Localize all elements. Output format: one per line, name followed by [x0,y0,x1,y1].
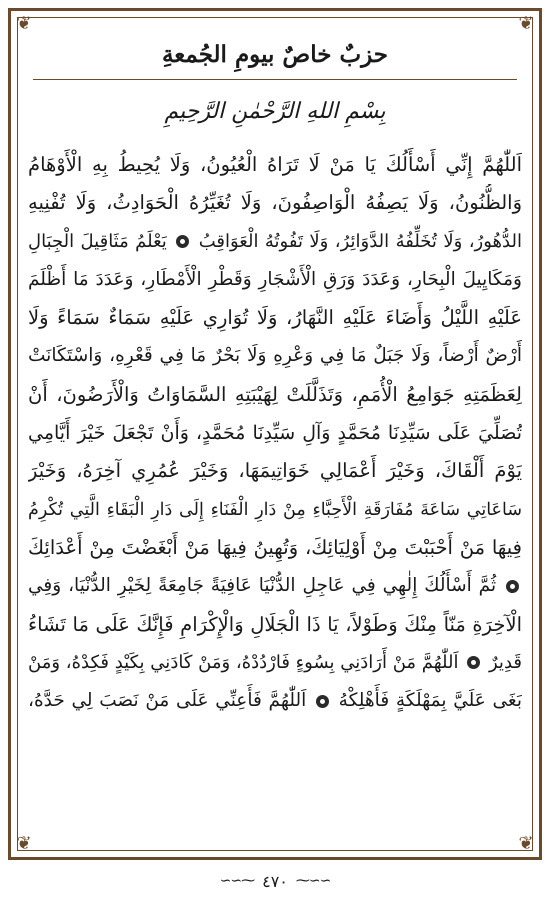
flourish-right-icon: ⁓∽∽ [295,873,331,889]
text-line: أَرْضٌ أَرْضاً، وَلَا جَبَلٌ مَا فِي وَعْرِهِ وَلَا بَحْرٌ مَا فِي قَعْرِهِ، وَاسْتَكَانَتْ [28,345,522,367]
text-line: الْآخِرَةِ مَنّاً مِنْكَ وَطَوْلاً، يَا ذَا الْجَلَالِ وَالْإِكْرَامِ فَإِنَّكَ عَلَى مَا تَشَاءُ [28,612,522,636]
separator-rosette-icon [467,656,480,669]
text-line: قَدِيرٌ اَللّٰهُمَّ مَنْ أَرَادَنِي بِسُوءٍ فَارْدُدْهُ، وَمَنْ كَادَنِي بِكَيْدٍ فَكِدْهُ، وَمَنْ [28,651,522,673]
page-title: حزبٌ خاصٌ بيومِ الجُمعةِ [161,40,389,68]
page-footer [0,866,550,896]
text-line: فِيهَا مَنْ أَحْبَبْتَ مِنْ أَوْلِيَائِكَ، وَتُهِينُ فِيهَا مَنْ أَبْغَضْتَ مِنْ أَعْدَائِكَ [28,535,522,559]
text-line: لِعَظَمَتِهِ جَوَامِعُ الْأُمَمِ، وَتَذَلَّلَتْ لِهَيْبَتِهِ السَّمَاوَاتُ وَالْأَرَضُونَ، أَنْ [28,382,522,406]
basmala-container [0,84,550,138]
corner-ornament-icon: ❦ [518,13,534,34]
separator-rosette-icon [506,580,519,593]
text-line: تُصَلِّيَ عَلَى سَيِّدِنَا مُحَمَّدٍ وَآلِ سَيِّدِنَا مُحَمَّدٍ، وَأَنْ تَجْعَلَ خَيْرَ أَيَّامِي [28,422,522,445]
flourish-left-icon: ∽∽⁓ [219,873,255,889]
corner-ornament-icon: ❦ [518,833,534,854]
text-line: الدُّهُورُ، وَلَا تُخَلِّفُهُ الدَّوَائِرُ، وَلَا تَفُوتُهُ الْعَوَاقِبُ يَعْلَمُ مَثَاقِيلَ الْجِبَالِ [28,230,522,252]
text-line: عَلَيْهِ اللَّيْلُ وَأَضَاءَ عَلَيْهِ النَّهَارُ، وَلَا تُوَارِي عَلَيْهِ سَمَاءٌ سَمَاءً وَلَا [28,306,522,330]
text-line: يَوْمَ أَلْقَاكَ، وَخَيْرَ أَعْمَالِي خَوَاتِيمَهَا، وَخَيْرَ عُمُرِي آخِرَهُ، وَخَيْرَ [28,459,522,483]
text-line: اَللّٰهُمَّ إِنِّي أَسْأَلُكَ يَا مَنْ لَا تَرَاهُ الْعُيُونُ، وَلَا يُحِيطُ بِهِ الْأَوْهَامُ [28,153,522,176]
page-number: ٤٧٠ [262,871,288,891]
basmala-calligraphy: بِسْمِ اللهِ الرَّحْمٰنِ الرَّحِيمِ [164,98,386,124]
corner-ornament-icon: ❦ [16,13,32,34]
title-box [33,29,517,80]
prayer-text [28,146,522,846]
corner-ornament-icon: ❦ [16,833,32,854]
text-line: سَاعَاتِي سَاعَةَ مُفَارَقَةِ الْأَحِبَّاءِ مِنْ دَارِ الْفَنَاءِ إِلَى دَارِ الْبَقَاءِ الَّتِي تُكْرِمُ [28,499,522,520]
separator-rosette-icon [316,695,329,708]
text-line: وَمَكَايِيلَ الْبِحَارِ، وَعَدَدَ وَرَقِ الْأَشْجَارِ وَقَطْرِ الْأَمْطَارِ، وَعَدَدَ مَا أَظْلَمَ [28,268,522,290]
text-line: بَغَى عَلَيَّ بِمَهْلَكَةٍ فَأَهْلِكْهُ اَللّٰهُمَّ فَأَعِنِّي عَلَى مَنْ نَصَبَ لِي حَدَّهُ، [28,690,522,712]
text-line: ثُمَّ أَسْأَلُكَ إِلٰهِي فِي عَاجِلِ الدُّنْيَا عَافِيَةً جَامِعَةً لِخَيْرِ الدُّنْيَا، وَفِي [28,567,522,605]
separator-rosette-icon [176,235,189,248]
text-line: وَالظُّنُونُ، وَلَا يَصِفُهُ الْوَاصِفُونَ، وَلَا تُغَيِّرُهُ الْحَوَادِثُ، وَلَا تُفْنِيهِ [28,191,522,215]
